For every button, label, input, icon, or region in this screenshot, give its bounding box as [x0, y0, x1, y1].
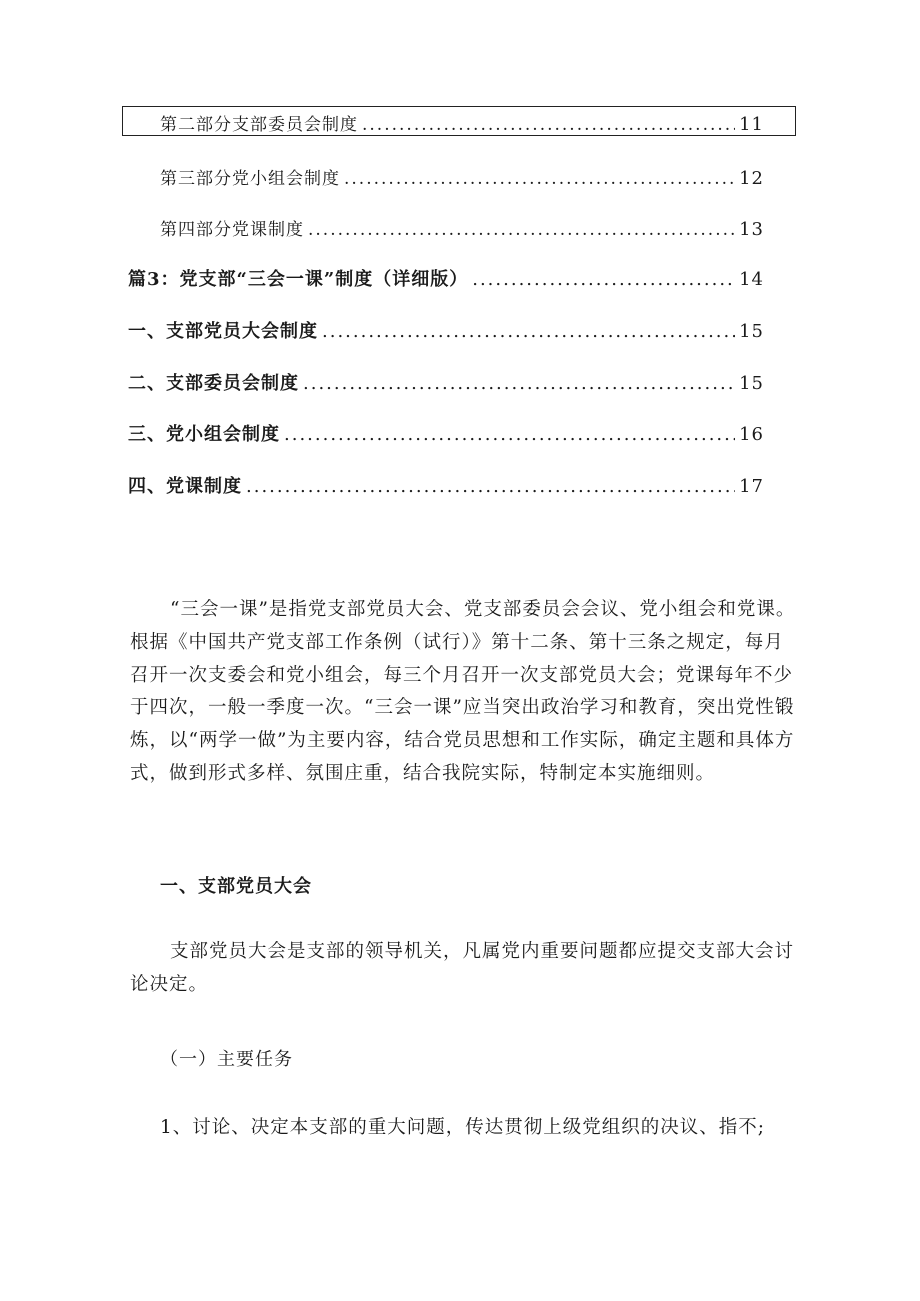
toc-entry-page: 11: [739, 114, 764, 135]
subsection-heading: （一）主要任务: [160, 1049, 293, 1070]
toc-leader-dots: [322, 321, 735, 342]
toc-entry-page: 17: [739, 476, 764, 497]
toc-entry-page: 13: [739, 219, 764, 240]
toc-entry-label: 第二部分支部委员会制度: [160, 115, 358, 135]
toc-leader-dots: [362, 115, 735, 135]
list-item: 1、讨论、决定本支部的重大问题，传达贯彻上级党组织的决议、指不;: [160, 1117, 766, 1138]
section-heading: 一、支部党员大会: [160, 876, 312, 897]
intro-paragraph: “三会一课”是指党支部党员大会、党支部委员会会议、党小组会和党课。根据《中国共产党支部工作条例（试行）》第十二条、第十三条之规定，每月召开一次支委会和党小组会，每三个月召开一次支部党员大会；党课每年不少于四次，一般一季度一次。“三会一课”应当突出政治学习和教育，突出党性锻炼，以“两学一做”为主要内容，结合党员思想和工作实际，确定主题和具体方式，做到形式多样、氛围庄重，结合我院实际，特制定本实施细则。: [130, 599, 796, 784]
toc-entry-label: 第四部分党课制度: [160, 220, 304, 240]
toc-entry-page: 14: [739, 269, 764, 290]
toc-entry-page: 12: [739, 168, 764, 189]
toc-entry-page: 15: [739, 373, 764, 394]
toc-entry[interactable]: [128, 472, 764, 498]
toc-entry[interactable]: [160, 164, 764, 189]
toc-leader-dots: [284, 424, 735, 445]
toc-entry-page: 16: [739, 424, 764, 445]
toc-leader-dots: [472, 269, 735, 290]
toc-entry[interactable]: [160, 215, 764, 240]
toc-entry[interactable]: [160, 110, 764, 135]
toc-entry-label: 第三部分党小组会制度: [160, 169, 340, 189]
toc-entry-page: 15: [739, 321, 764, 342]
toc-entry[interactable]: [128, 265, 764, 291]
section-paragraph: 支部党员大会是支部的领导机关，凡属党内重要问题都应提交支部大会讨论决定。: [130, 941, 795, 995]
toc-entry-label: 三、党小组会制度: [128, 424, 280, 445]
toc-leader-dots: [308, 220, 735, 240]
toc-entry-label: 一、支部党员大会制度: [128, 321, 318, 342]
toc-leader-dots: [246, 476, 735, 497]
toc-entry-label: 四、党课制度: [128, 476, 242, 497]
toc-entry[interactable]: [128, 369, 764, 395]
toc-entry[interactable]: [128, 317, 764, 343]
toc-leader-dots: [303, 373, 735, 394]
toc-entry-label: 二、支部委员会制度: [128, 373, 299, 394]
toc-entry[interactable]: [128, 420, 764, 446]
toc-entry-label: 篇3：党支部“三会一课”制度（详细版）: [128, 269, 469, 290]
toc-leader-dots: [344, 169, 735, 189]
